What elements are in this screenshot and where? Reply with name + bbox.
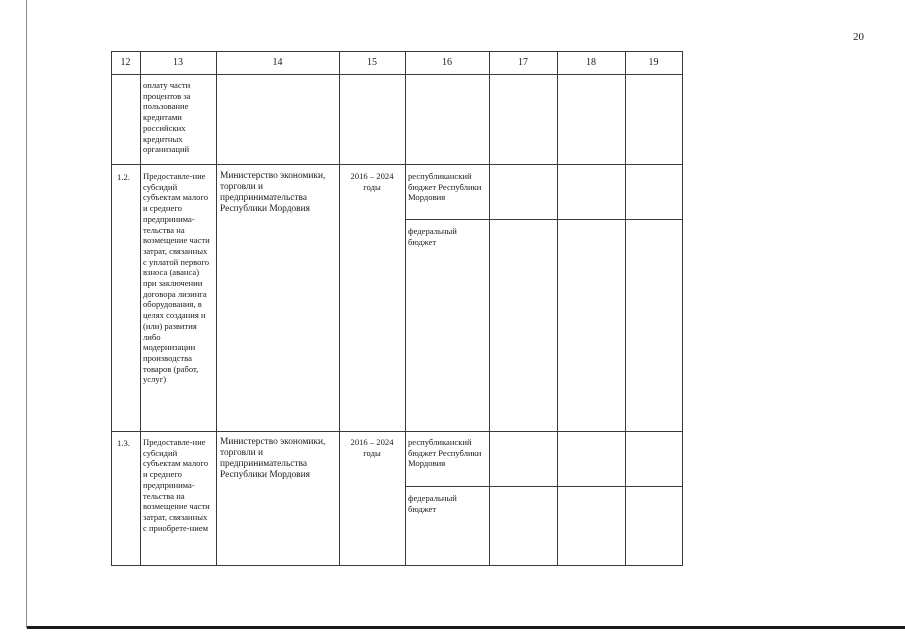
col-border-8 xyxy=(682,51,683,566)
header-col-12: 12 xyxy=(120,57,131,68)
row-12-period: 2016 – 2024 годы xyxy=(350,171,394,192)
row-12-number: 1.2. xyxy=(117,172,130,182)
row-13-source-federal: федеральный бюджет xyxy=(408,493,457,514)
row-13-number: 1.3. xyxy=(117,438,130,448)
row-cont-description: оплату части процентов за пользование кредитами российских кредитных организаций xyxy=(143,80,191,155)
col-border-3 xyxy=(339,51,340,566)
table-border-top xyxy=(111,51,683,52)
page-number: 20 xyxy=(853,31,864,43)
col-border-0 xyxy=(111,51,112,566)
header-col-14: 14 xyxy=(272,57,283,68)
header-col-18: 18 xyxy=(586,57,596,68)
col-border-5 xyxy=(489,51,490,566)
row-13-source-regional: республиканский бюджет Республики Мордовия xyxy=(408,437,482,469)
scan-edge-bottom xyxy=(27,626,905,629)
table-border-bottom xyxy=(111,565,683,566)
col-border-1 xyxy=(140,51,141,566)
row-12-source-federal: федеральный бюджет xyxy=(408,226,457,247)
col-border-4 xyxy=(405,51,406,566)
row-12-description: Предоставле-ние субсидий субъектам малого и среднего предпринима-тельства на возмещение части затрат, связанных с уплатой первого взноса (аванса) при заключении договора лизинга оборудования, в целях создания и (или) развития либо модернизации производства товаров (работ, услуг) xyxy=(143,171,210,385)
row-divider-1 xyxy=(111,164,683,165)
header-divider xyxy=(111,74,683,75)
header-col-15: 15 xyxy=(367,57,377,68)
col-border-2 xyxy=(216,51,217,566)
header-col-17: 17 xyxy=(518,57,528,68)
row-13-description: Предоставле-ние субсидий субъектам малого и среднего предпринима-тельства на возмещение части затрат, связанных с приобрете-нием xyxy=(143,437,210,533)
row-13-period: 2016 – 2024 годы xyxy=(350,437,394,458)
header-col-13: 13 xyxy=(173,57,183,68)
row-divider-2 xyxy=(111,431,683,432)
row-13-executor: Министерство экономики, торговли и предпринимательства Республики Мордовия xyxy=(220,437,326,480)
header-col-19: 19 xyxy=(648,57,659,68)
header-col-16: 16 xyxy=(442,57,452,68)
row-12-source-regional: республиканский бюджет Республики Мордовия xyxy=(408,171,482,203)
row-12-executor: Министерство экономики, торговли и предпринимательства Республики Мордовия xyxy=(220,171,326,214)
row-12-subdivider xyxy=(405,219,683,220)
row-13-subdivider xyxy=(405,486,683,487)
col-border-7 xyxy=(625,51,626,566)
col-border-6 xyxy=(557,51,558,566)
